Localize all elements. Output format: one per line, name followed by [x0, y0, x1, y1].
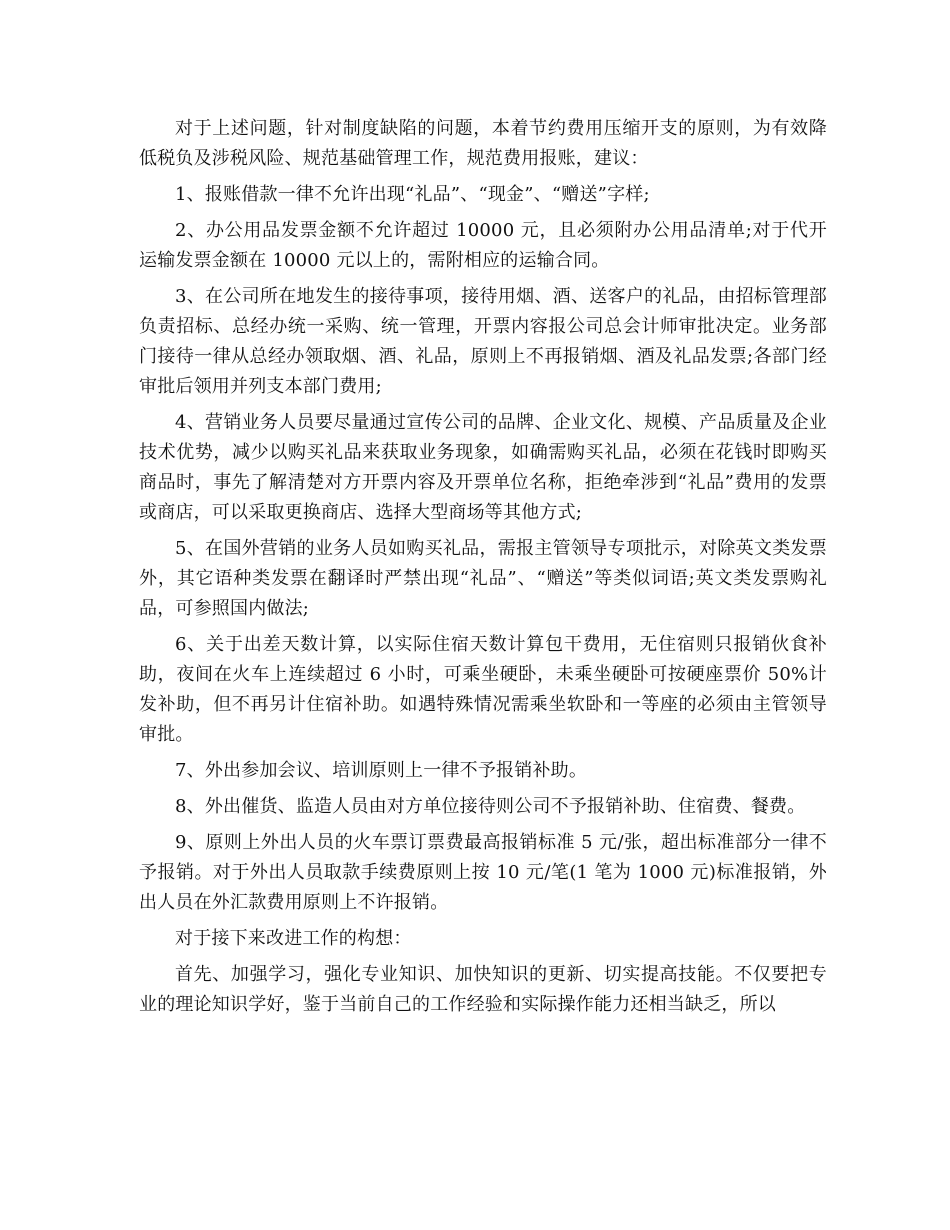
paragraph-improvement-heading: 对于接下来改进工作的构想：: [175, 928, 412, 949]
paragraph-item-2: 2、办公用品发票金额不允许超过 10000 元，且必须附办公用品清单;对于代开运输发票金额在 10000 元以上的，需附相应的运输合同。: [139, 220, 827, 271]
paragraph-item-9: 9、原则上外出人员的火车票订票费最高报销标准 5 元/张，超出标准部分一律不予报销。对于外出人员取款手续费原则上按 10 元/笔(1 笔为 1000 元)标准报销，外出人员在外汇款费用原则上不许报销。: [139, 832, 827, 913]
paragraph-item-5: 5、在国外营销的业务人员如购买礼品，需报主管领导专项批示，对除英文类发票外，其它语种类发票在翻译时严禁出现“礼品”、“赠送”等类似词语;英文类发票购礼品，可参照国内做法;: [139, 538, 827, 619]
paragraph-item-4: 4、营销业务人员要尽量通过宣传公司的品牌、企业文化、规模、产品质量及企业技术优势，减少以购买礼品来获取业务现象，如确需购买礼品，必须在花钱时即购买商品时，事先了解清楚对方开票内容及开票单位名称，拒绝牵涉到“礼品”费用的发票或商店，可以采取更换商店、选择大型商场等其他方式;: [139, 412, 827, 523]
paragraph-item-1: 1、报账借款一律不允许出现“礼品”、“现金”、“赠送”字样;: [175, 184, 650, 205]
paragraph-item-8: 8、外出催货、监造人员由对方单位接待则公司不予报销补助、住宿费、餐费。: [175, 796, 806, 817]
paragraph-item-3: 3、在公司所在地发生的接待事项，接待用烟、酒、送客户的礼品，由招标管理部负责招标、总经办统一采购、统一管理，开票内容报公司总会计师审批决定。业务部门接待一律从总经办领取烟、酒、礼品，原则上不再报销烟、酒及礼品发票;各部门经审批后领用并列支本部门费用;: [139, 286, 827, 397]
paragraph-item-6: 6、关于出差天数计算，以实际住宿天数计算包干费用，无住宿则只报销伙食补助，夜间在火车上连续超过 6 小时，可乘坐硬卧，未乘坐硬卧可按硬座票价 50%计发补助，但不再另计住宿补助。如遇特殊情况需乘坐软卧和一等座的必须由主管领导审批。: [139, 634, 827, 745]
paragraph-intro: 对于上述问题，针对制度缺陷的问题，本着节约费用压缩开支的原则，为有效降低税负及涉税风险、规范基础管理工作，规范费用报账，建议：: [139, 118, 827, 169]
paragraph-item-7: 7、外出参加会议、培训原则上一律不予报销补助。: [175, 760, 588, 781]
document-body: [139, 114, 827, 1020]
paragraph-improvement-first: 首先、加强学习，强化专业知识、加快知识的更新、切实提高技能。不仅要把专业的理论知识学好，鉴于当前自己的工作经验和实际操作能力还相当缺乏，所以: [139, 964, 827, 1015]
